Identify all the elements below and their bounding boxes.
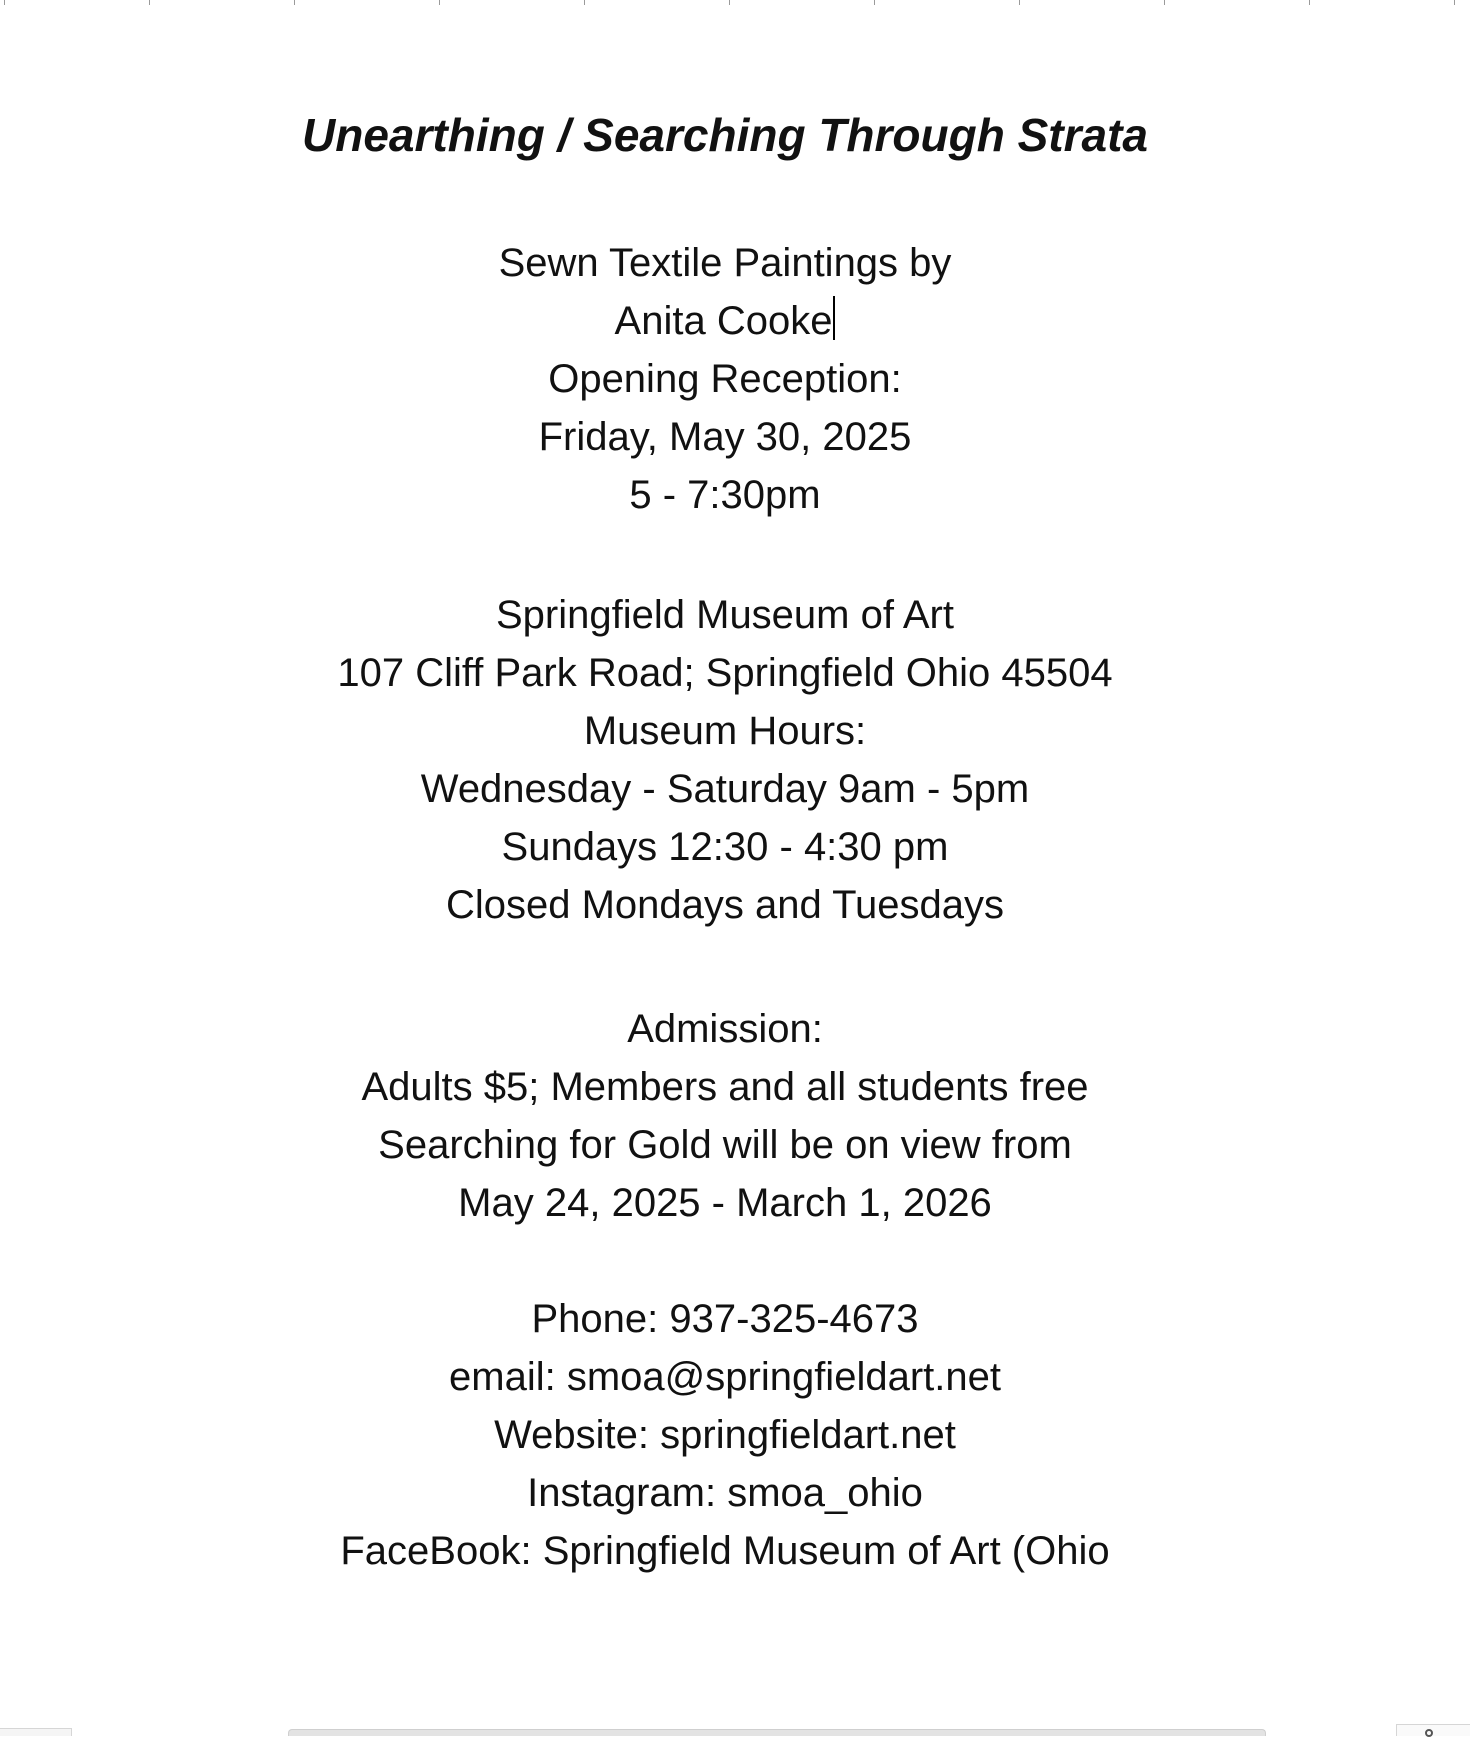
exhibition-dates: May 24, 2025 - March 1, 2026 (458, 1181, 992, 1225)
exhibition-note: Searching for Gold will be on view from (378, 1123, 1072, 1167)
museum-section (0, 586, 1450, 934)
admission-section (0, 1000, 1450, 1232)
hours-weekdays: Wednesday - Saturday 9am - 5pm (420, 767, 1030, 811)
hours-sundays: Sundays 12:30 - 4:30 pm (501, 825, 949, 869)
subtitle-line: Sewn Textile Paintings by (498, 241, 952, 285)
contact-website: Website: springfieldart.net (494, 1413, 956, 1457)
horizontal-scrollbar[interactable] (288, 1729, 1266, 1736)
artist-name-line (0, 292, 1450, 350)
status-bar-right[interactable] (1396, 1724, 1470, 1736)
contact-phone: Phone: 937-325-4673 (531, 1297, 919, 1341)
contact-instagram: Instagram: smoa_ohio (527, 1471, 923, 1515)
hours-label: Museum Hours: (583, 709, 867, 753)
museum-name: Springfield Museum of Art (496, 593, 954, 637)
admission-prices: Adults $5; Members and all students free (361, 1065, 1089, 1109)
reception-date: Friday, May 30, 2025 (538, 415, 912, 459)
status-bar-left (0, 1728, 72, 1736)
contact-facebook: FaceBook: Springfield Museum of Art (Ohio (340, 1529, 1110, 1573)
reception-time: 5 - 7:30pm (629, 473, 821, 517)
contact-email: email: smoa@springfieldart.net (449, 1355, 1001, 1399)
text-cursor (833, 296, 835, 340)
document-title: Unearthing / Searching Through Strata (302, 109, 1148, 161)
reception-label: Opening Reception: (548, 357, 902, 401)
museum-address: 107 Cliff Park Road; Springfield Ohio 45504 (337, 651, 1113, 695)
contact-section (0, 1290, 1450, 1580)
intro-section (0, 234, 1450, 524)
hours-closed: Closed Mondays and Tuesdays (445, 883, 1005, 927)
artist-name: Anita Cooke (614, 299, 833, 343)
admission-label: Admission: (627, 1007, 823, 1051)
